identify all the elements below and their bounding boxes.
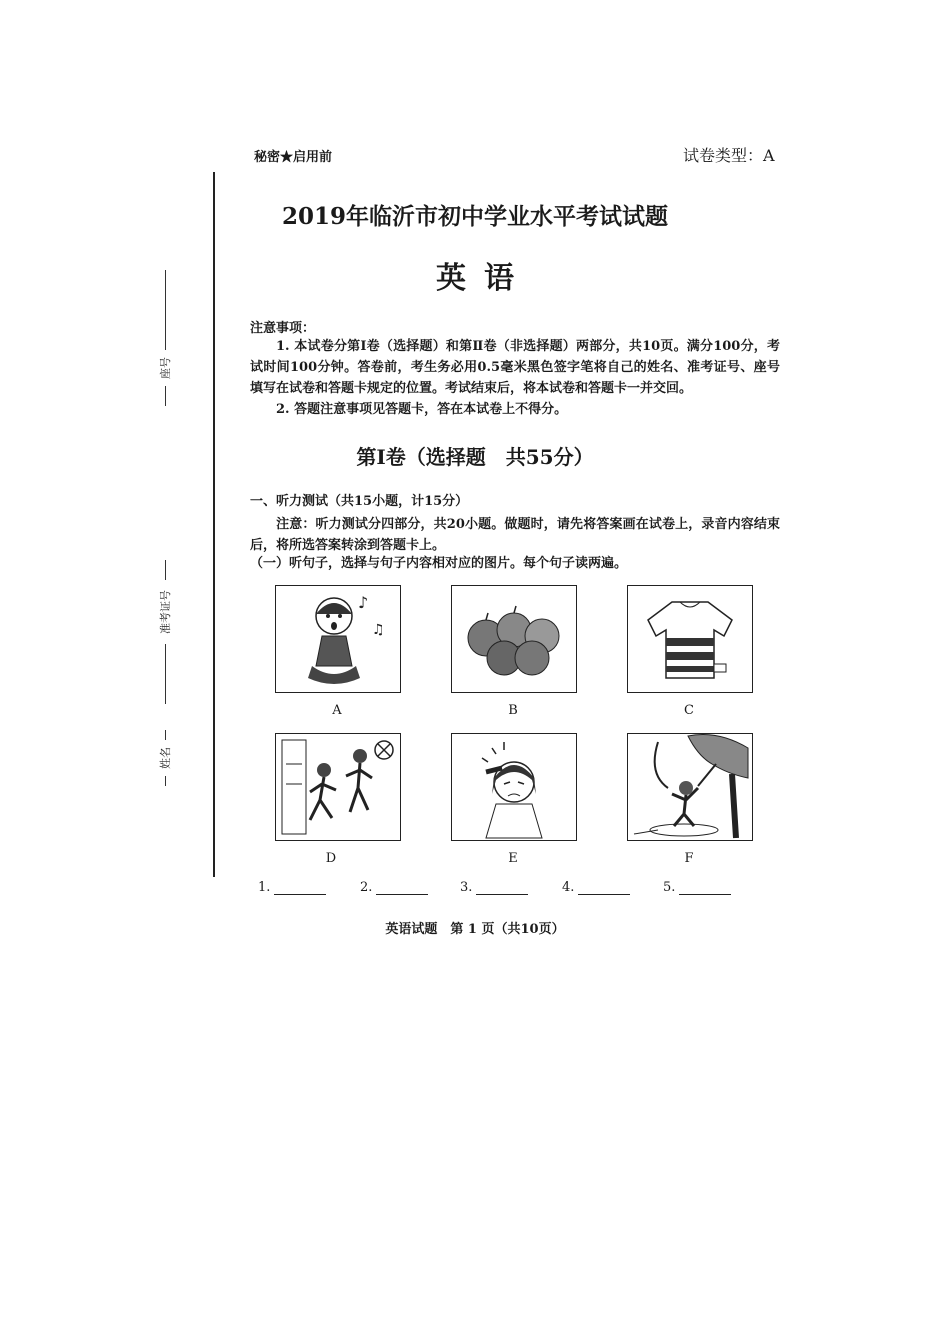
apples-oranges-icon (452, 586, 576, 692)
name-field (150, 730, 180, 786)
picture-d (275, 733, 401, 841)
picture-c-label: C (684, 703, 694, 718)
singing-girl-icon (276, 586, 400, 692)
listening-heading: 一、听力测试（共15小题，计15分） (250, 494, 469, 509)
answer-blank-2[interactable]: 2. (360, 880, 428, 895)
picture-e-label: E (508, 851, 518, 866)
notice-item-2: 2. 答题注意事项见答题卡，答在本试卷上不得分。 (276, 402, 568, 417)
sweater-icon (628, 586, 752, 692)
picture-b (451, 585, 577, 693)
page-footer: 英语试题 第 1 页（共10页） (385, 922, 565, 937)
exam-id-label: 准考证号 (159, 590, 172, 634)
notice-item-1: 1. 本试卷分第Ⅰ卷（选择题）和第Ⅱ卷（非选择题）两部分，共10页。满分100分，考试时间100分钟。答卷前，考生务必用0.5毫米黑色签字笔将自己的姓名、准考证号、座号填写在试卷和答题卡规定的位置。考试结束后，将本试卷和答题卡一并交回。 (250, 339, 780, 396)
headache-girl-icon (452, 734, 576, 840)
answer-blank-4[interactable]: 4. (562, 880, 630, 895)
listening-sub1: （一）听句子，选择与句子内容相对应的图片。每个句子读两遍。 (250, 556, 628, 571)
subject-title: 英语 (436, 261, 532, 296)
picture-a (275, 585, 401, 693)
picture-f (627, 733, 753, 841)
exam-title: 2019年临沂市初中学业水平考试试题 (281, 203, 668, 230)
answer-blank-3[interactable]: 3. (460, 880, 528, 895)
answer-blank-5[interactable]: 5. (663, 880, 731, 895)
picture-d-label: D (325, 851, 337, 866)
picture-a-label: A (332, 703, 342, 718)
picture-b-label: B (508, 703, 518, 718)
listening-note: 注意：听力测试分四部分，共20小题。做题时，请先将答案画在试卷上，录音内容结束后，将所选答案转涂到答题卡上。 (250, 517, 780, 553)
monkey-tree-icon (628, 734, 752, 840)
name-label: 姓名 (159, 747, 172, 769)
svg-text:♪: ♪ (358, 593, 369, 612)
svg-text:♫: ♫ (372, 622, 385, 638)
running-corridor-icon (276, 734, 400, 840)
picture-c (627, 585, 753, 693)
picture-e (451, 733, 577, 841)
picture-f-label: F (684, 851, 694, 866)
secret-mark: 秘密★启用前 (254, 150, 333, 165)
section-title: 第Ⅰ卷（选择题 共55分） (356, 445, 594, 469)
paper-type: 试卷类型：A (683, 146, 775, 165)
seat-label: 座号 (159, 357, 172, 379)
exam-id-field (150, 560, 180, 704)
answer-blank-1[interactable]: 1. (258, 880, 326, 895)
notice-heading: 注意事项： (250, 321, 316, 336)
